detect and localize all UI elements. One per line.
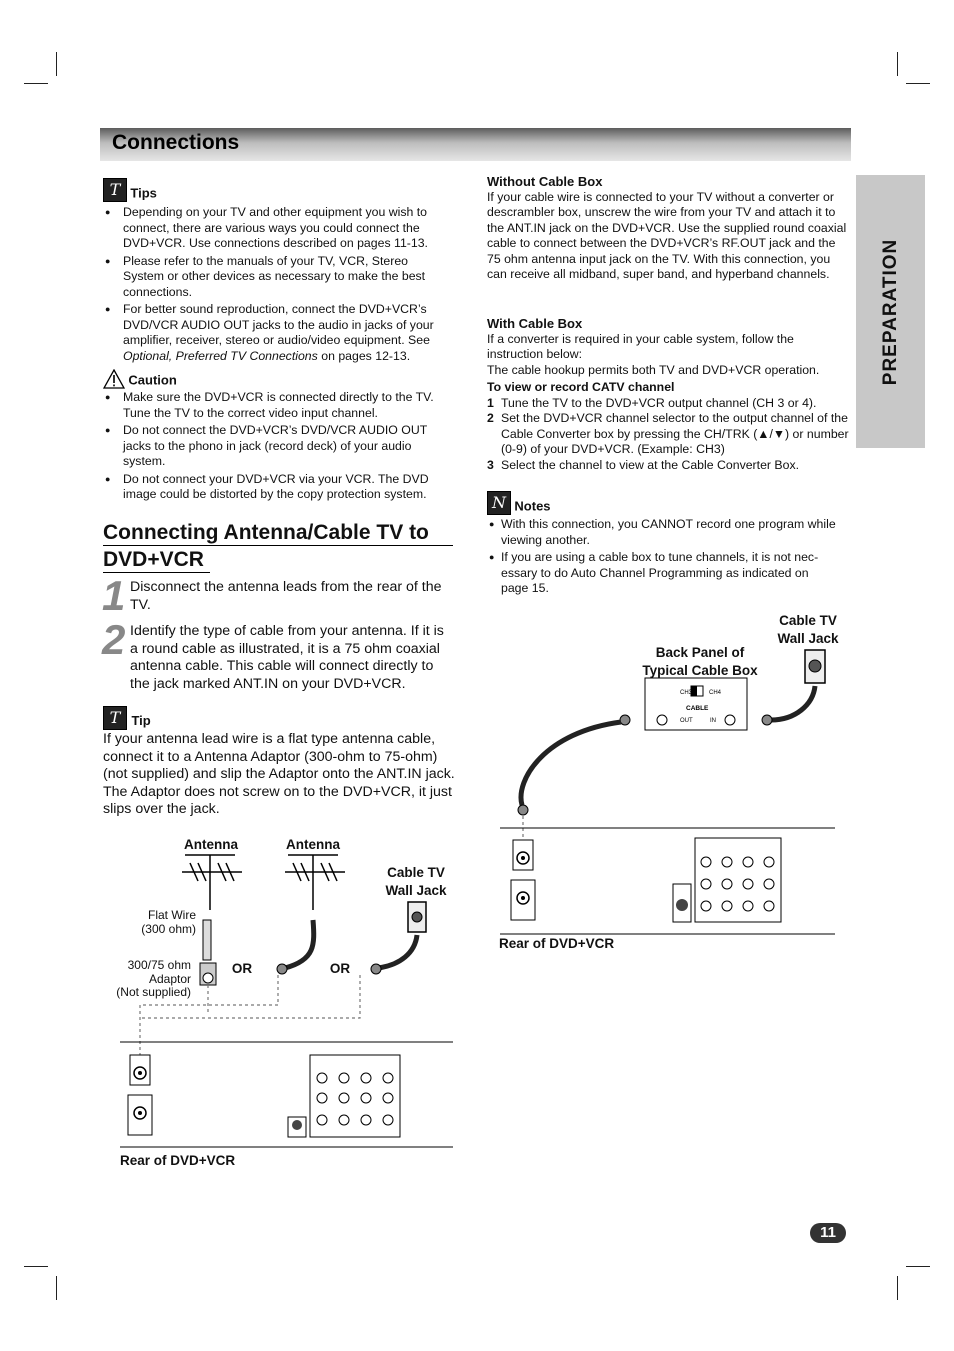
wall-jack-icon — [805, 650, 825, 683]
crop-mark — [897, 52, 898, 76]
coax-cable — [521, 722, 621, 805]
step-1-text: Disconnect the antenna leads from the rear of the TV. — [130, 579, 442, 613]
notes-heading: Notes — [514, 498, 551, 514]
step-text: Tune the TV to the DVD+VCR output channel (CH 3 or 4). — [501, 395, 817, 410]
catv-subheading: To view or record CATV channel — [487, 380, 675, 394]
label-line: (Not supplied) — [116, 985, 191, 999]
side-tab — [856, 175, 925, 448]
label-line: Cable TV — [779, 613, 837, 628]
tip-icon: T — [103, 178, 127, 202]
caution-block — [103, 369, 448, 505]
back-panel-label — [630, 644, 770, 680]
with-cable-box-heading: With Cable Box — [487, 316, 583, 331]
without-cable-box-text: If your cable wire is connected to your TV without a converter or descrambler box, unscrew the wire from your TV and attach it to the ANT.IN jack on the DVD+VCR. Use the supplied round coaxial cable to connect between the DVD+VCR’s RF.OUT jack and the 75 ohm antenna input jack on the TV. With this connection, you can receive all midband, super band, and hyperband channels. — [487, 189, 847, 281]
crop-mark — [56, 52, 57, 76]
section-title: Connections — [112, 131, 240, 154]
coax-cable — [378, 935, 417, 968]
tips-block — [103, 178, 448, 366]
coax-connector — [620, 715, 630, 725]
catv-steps — [487, 396, 849, 474]
coax-connector — [762, 715, 772, 725]
step-number: 2 — [102, 616, 126, 663]
section-header-bar — [100, 128, 851, 161]
step-number: 1 — [102, 572, 126, 619]
caution-icon — [103, 369, 125, 389]
step-text: Set the DVD+VCR channel selector to the output channel of the Cable Converter box by pressing the CH/TRK (▲/▼) or number (0-9) of your DVD+VCR. (Example: CH3) — [501, 411, 849, 456]
rf-out-jack — [511, 880, 535, 920]
antenna-tip-block — [103, 706, 459, 819]
ant-in-jack — [130, 1055, 150, 1085]
coax-connector — [371, 964, 381, 974]
or-label: OR — [329, 961, 351, 976]
antenna-label: Antenna — [286, 837, 340, 852]
list-item: ● Please refer to the manuals of your TV, VCR, Stereo System or other devices as necessary to make the best connections. — [103, 254, 448, 301]
tips-list — [103, 205, 448, 364]
av-jack-panel — [673, 838, 781, 922]
label-line: Back Panel of — [655, 645, 745, 660]
list-item: ● Do not connect the DVD+VCR’s DVD/VCR AUDIO OUT jacks to the phono in jack (record deck) of your audio system. — [103, 423, 448, 470]
list-item: ● Depending on your TV and other equipment you wish to connect, there are various ways you could connect the DVD+VCR. Use connections described on pages 11-13. — [103, 205, 448, 252]
side-tab-label: PREPARATION — [879, 238, 901, 385]
label-line: Cable TV — [387, 865, 445, 880]
in-label: IN — [710, 718, 716, 724]
with-cable-box-block — [487, 316, 849, 473]
without-cable-box-block — [487, 174, 849, 283]
step-number: 1 — [487, 395, 494, 410]
crop-mark — [897, 1276, 898, 1300]
page-number: 11 — [810, 1223, 846, 1243]
ant-in-jack — [513, 840, 533, 870]
crop-mark — [56, 1276, 57, 1300]
tip-text: If your antenna lead wire is a flat type antenna cable, connect it to a Antenna Adaptor (300-ohm to 75-ohm) (not supplied) and slip the Adaptor onto the ANT.IN jack. The Adaptor does not screw on to the DVD+VCR, it just slips over the jack. — [103, 731, 455, 817]
crop-mark — [24, 83, 48, 84]
list-item: ● Make sure the DVD+VCR is connected directly to the TV. Tune the TV to the correct video input channel. — [103, 390, 448, 421]
wall-jack-icon — [408, 902, 426, 932]
rear-dvd-vcr-label: Rear of DVD+VCR — [120, 1153, 236, 1168]
label-line: (300 ohm) — [141, 921, 196, 936]
caution-heading: Caution — [128, 372, 177, 388]
step-2-text: Identify the type of cable from your antenna. If it is a round cable as illustrated, it is a 75 ohm coaxial antenna cable. This cable will connect directly to the jack marked ANT.IN on your DVD+VCR. — [130, 623, 444, 692]
adaptor-label — [100, 959, 191, 1000]
tip-text-italic: Optional, Preferred TV Connections — [123, 348, 318, 363]
antenna-label: Antenna — [184, 837, 238, 852]
tip-text: For better sound reproduction, connect the DVD+VCR’s DVD/VCR AUDIO OUT jacks to the audio in jacks of your amplifier, receiver, stereo or audio/video equipment. See — [123, 302, 434, 347]
antenna-title-text: Connecting Antenna/Cable TV to DVD+VCR — [103, 521, 429, 571]
flat-wire-icon — [203, 920, 211, 960]
step-number: 3 — [487, 457, 494, 472]
notes-block — [487, 491, 837, 599]
adaptor-icon — [200, 963, 216, 985]
step-number: 2 — [487, 411, 494, 425]
label-line: Typical Cable Box — [642, 663, 758, 678]
notes-icon: N — [487, 491, 511, 515]
title-underline — [103, 545, 453, 546]
list-item — [487, 458, 849, 474]
cable-box-connection-diagram — [495, 640, 840, 940]
without-cable-box-heading: Without Cable Box — [487, 174, 603, 189]
label-line: Wall Jack — [385, 883, 447, 898]
tip-heading: Tip — [131, 713, 151, 728]
label-line: Flat Wire — [148, 908, 196, 922]
crop-mark — [906, 83, 930, 84]
cable-wall-jack-label — [376, 864, 456, 900]
notes-list — [487, 517, 837, 597]
list-item: ● Do not connect your DVD+VCR via your VCR. The DVD image could be distorted by the copy protection system. — [103, 472, 448, 503]
label-line: 300/75 ohm — [127, 958, 191, 972]
tips-heading: Tips — [130, 185, 157, 201]
coax-connector — [277, 964, 287, 974]
antenna-icon — [182, 855, 242, 910]
list-item — [103, 302, 448, 364]
cable-wall-jack-label — [770, 612, 846, 648]
step-text: Select the channel to view at the Cable Converter Box. — [501, 457, 800, 472]
list-item: ● If you are using a cable box to tune channels, it is not nec-essary to do Auto Channel Programming as indicated on page 15. — [487, 550, 837, 597]
antenna-icon — [285, 855, 345, 910]
av-jack-panel — [288, 1055, 400, 1137]
tip-text: on pages 12-13. — [317, 348, 411, 363]
antenna-section-title — [103, 519, 455, 573]
ch4-label: CH4 — [709, 690, 722, 696]
crop-mark — [906, 1266, 930, 1267]
list-item — [487, 411, 849, 458]
list-item — [487, 396, 849, 412]
or-label: OR — [231, 961, 253, 976]
list-item: ● With this connection, you CANNOT record one program while viewing another. — [487, 517, 837, 548]
ch3-label: CH3 — [680, 690, 693, 696]
tip-icon: T — [103, 706, 127, 730]
cable-box-panel — [645, 678, 747, 730]
caution-list — [103, 390, 448, 503]
coax-cable — [771, 686, 815, 720]
label-line: Adaptor — [148, 971, 191, 986]
coax-connector — [518, 805, 528, 815]
rf-out-jack — [128, 1095, 152, 1135]
crop-mark — [24, 1266, 48, 1267]
with-cable-box-text: The cable hookup permits both TV and DVD+VCR operation. — [487, 362, 820, 377]
flat-wire-label — [110, 909, 196, 936]
cable-label: CABLE — [686, 705, 709, 712]
rear-dvd-vcr-label: Rear of DVD+VCR — [499, 936, 615, 951]
coax-cable — [285, 920, 314, 968]
label-line: Wall Jack — [777, 631, 839, 646]
out-label: OUT — [680, 718, 693, 724]
with-cable-box-text: If a converter is required in your cable system, follow the instruction below: — [487, 331, 794, 361]
